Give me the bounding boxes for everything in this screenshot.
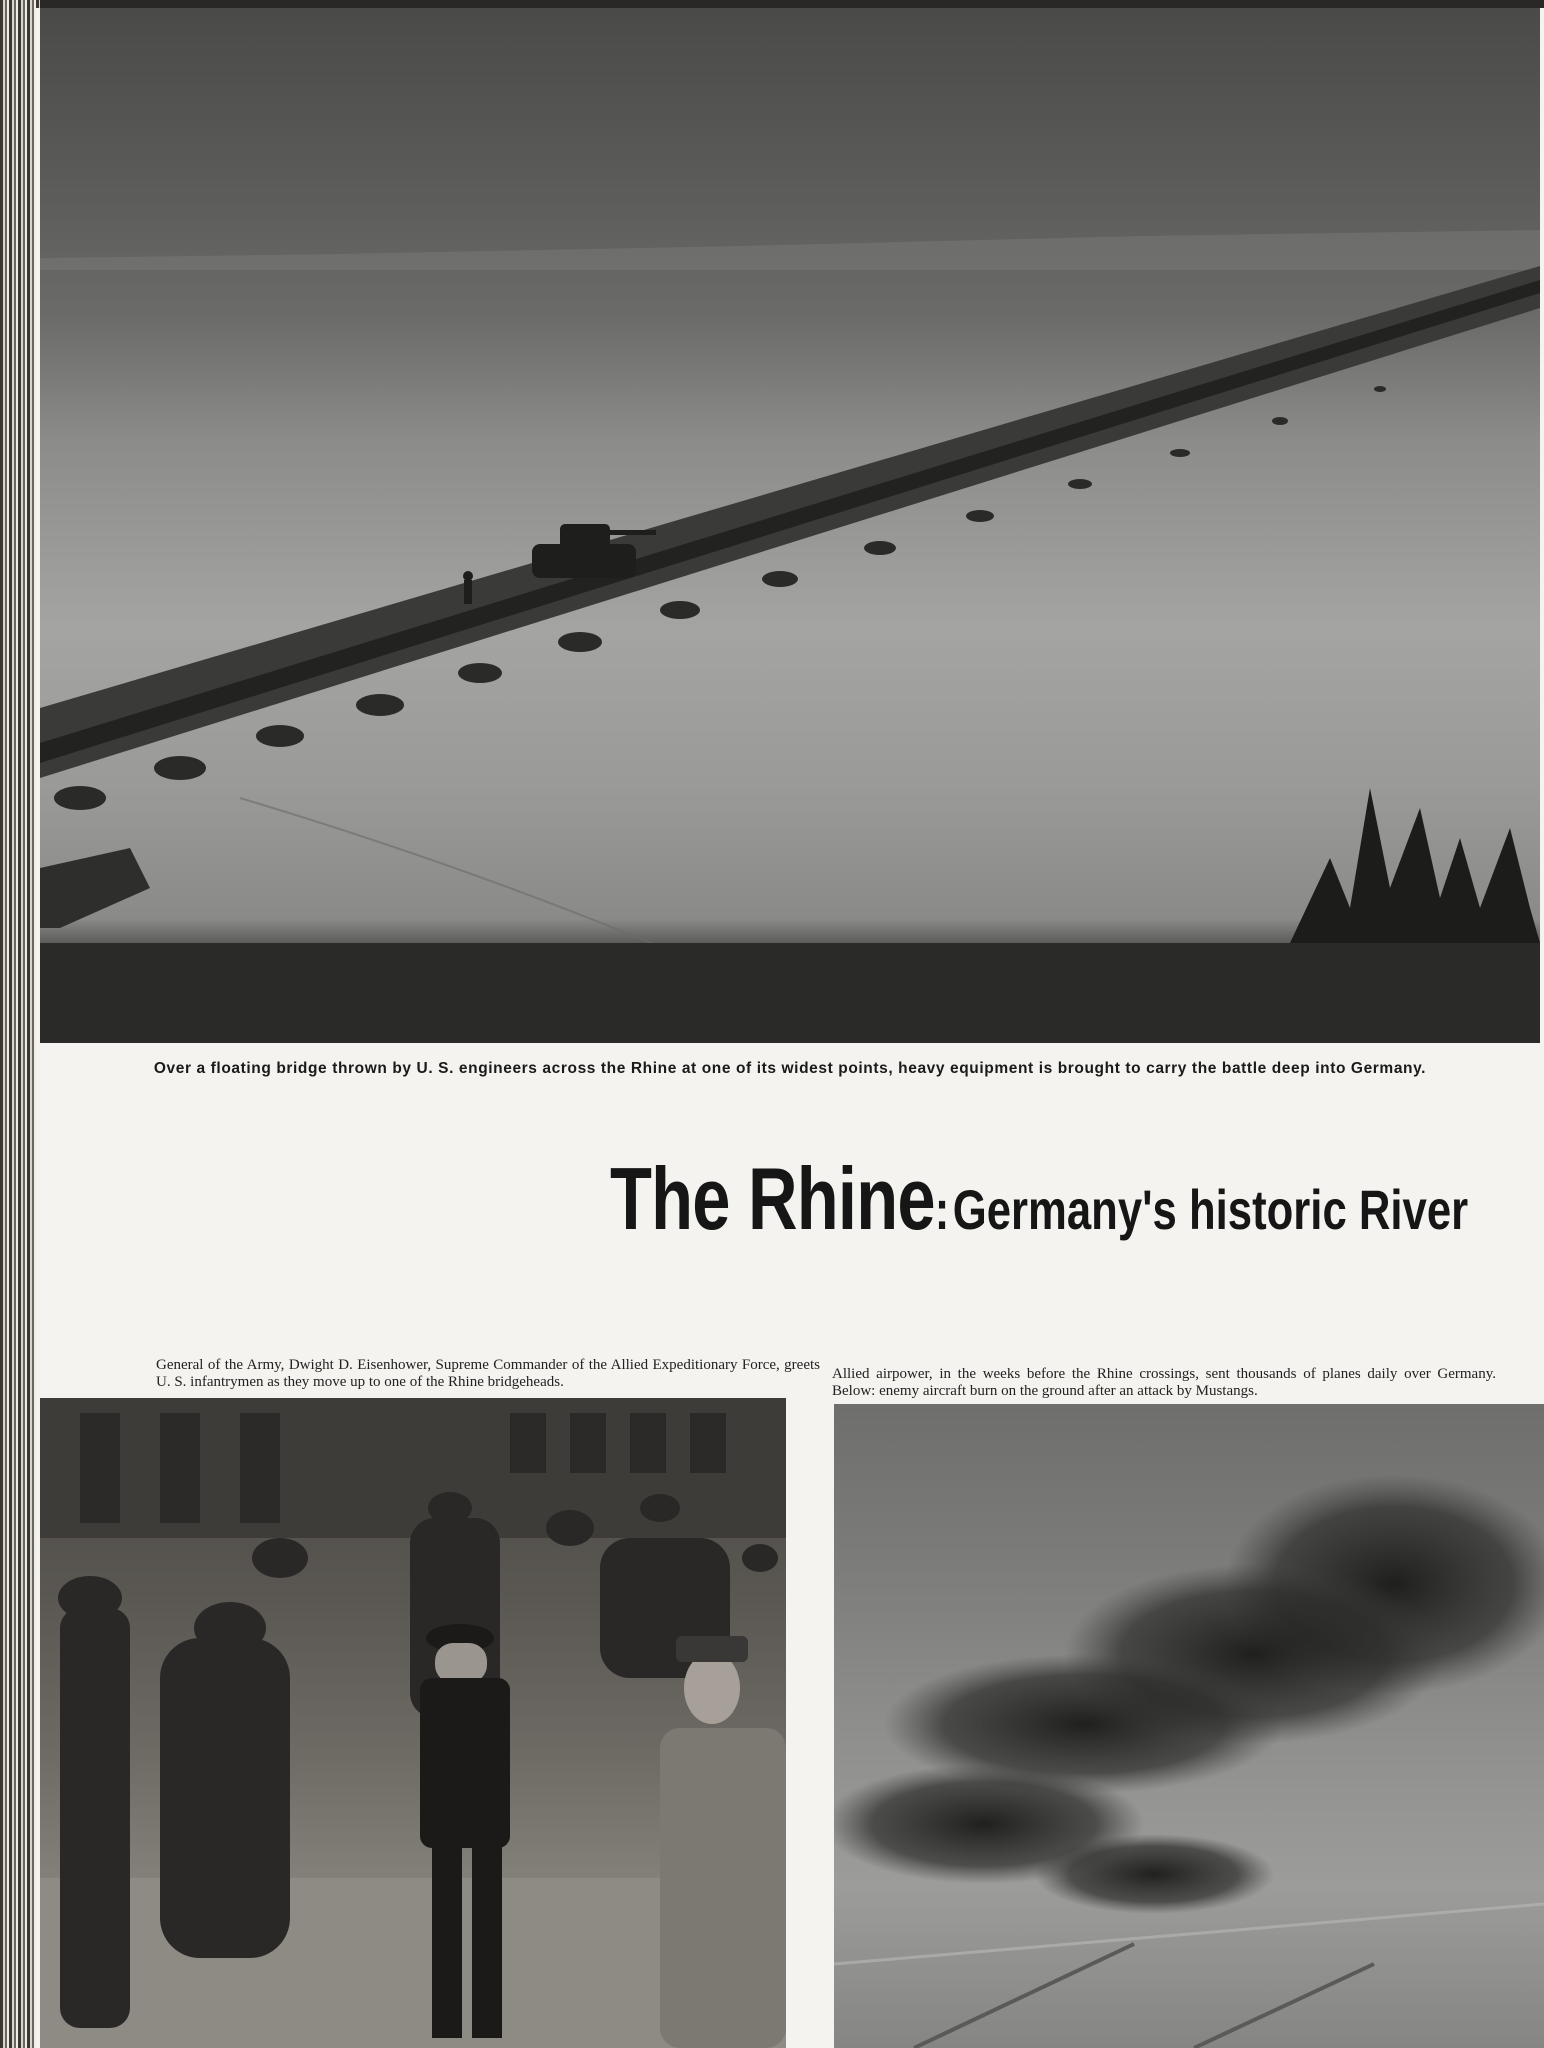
smoke-illustration bbox=[834, 1404, 1544, 2048]
page-edge-stack bbox=[0, 0, 40, 2048]
bridge-caption: Over a floating bridge thrown by U. S. engineers across the Rhine at one of its widest points, heavy equipment is brought to carry the battle deep into Germany. bbox=[153, 1060, 1427, 1077]
eisenhower-caption: General of the Army, Dwight D. Eisenhower, Supreme Commander of the Allied Expeditionary Force, greets U. S. infantrymen as they move up to one of the Rhine bridgeheads. bbox=[156, 1357, 820, 1390]
page-title bbox=[610, 1148, 1468, 1250]
burning-aircraft-photo bbox=[834, 1404, 1544, 2048]
soldiers-illustration bbox=[40, 1398, 786, 2048]
floating-bridge-illustration bbox=[40, 8, 1540, 1043]
floating-bridge-photo bbox=[40, 8, 1540, 1043]
title-main: The Rhine bbox=[610, 1149, 935, 1248]
airpower-caption: Allied airpower, in the weeks before the Rhine crossings, sent thousands of planes daily over Germany. Below: enemy aircraft burn on the ground after an attack by Mustangs. bbox=[832, 1366, 1496, 1399]
eisenhower-soldiers-photo bbox=[40, 1398, 786, 2048]
title-separator: : bbox=[934, 1178, 950, 1241]
title-subtitle: Germany's historic River bbox=[952, 1178, 1469, 1241]
magazine-page bbox=[36, 8, 1544, 2048]
